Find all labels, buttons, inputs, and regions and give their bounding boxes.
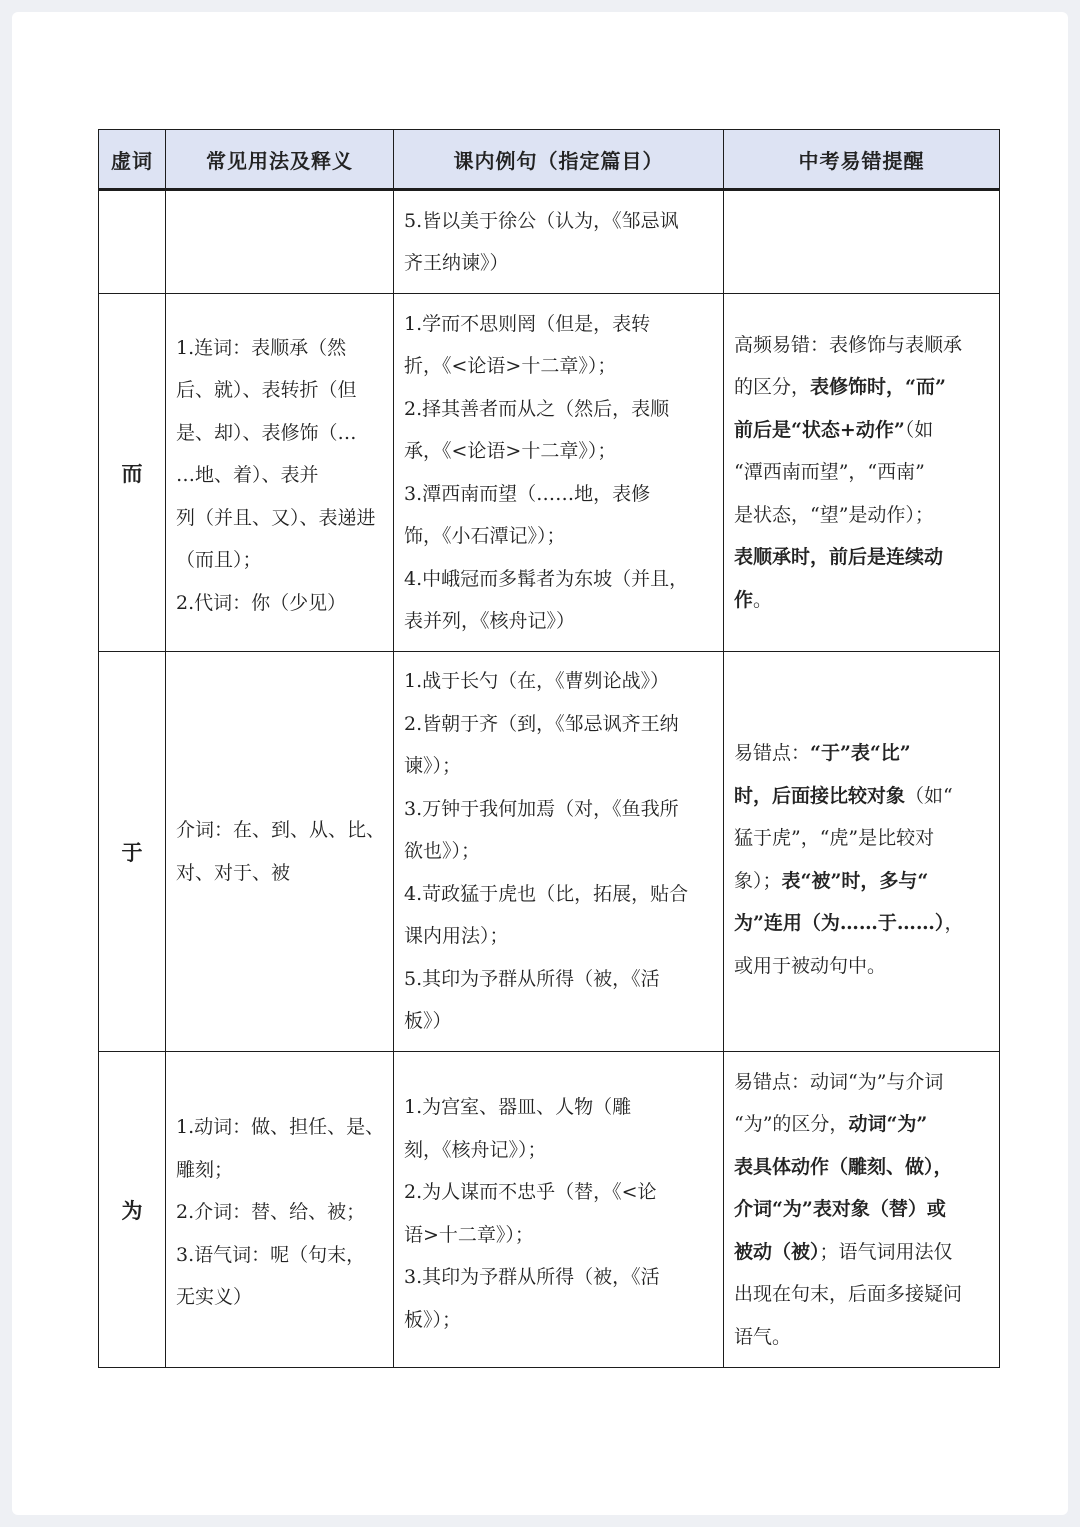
tip-line [734,409,999,452]
example-line: 2.为人谋而不忠乎（替，《<论 [404,1181,657,1203]
tip-emphasis: “于”表“比” [810,742,911,764]
usage-line: …地、着）、表并 [176,464,319,487]
tip-line [734,324,999,367]
example-line: 2.皆朝于齐（到，《邹忌讽齐王纳 [404,712,679,735]
header-exam-tips: 中考易错提醒 [724,130,1000,190]
example-line: 承，《<论语>十二章》）； [404,440,617,462]
tip-segment: 的区分， [734,376,811,399]
table-row [99,652,1000,1052]
tip-line [734,1061,999,1104]
example-line: 1.战于长勺（在，《曹刿论战》） [404,670,670,693]
examples-text [394,303,723,643]
tip-emphasis: 前后是“状态+动作” [734,418,905,441]
tip-line [734,494,999,537]
tip-segment: “为”的区分， [734,1113,849,1136]
example-line: 4.中峨冠而多髯者为东坡（并且， [404,567,689,590]
tip-line [734,451,999,494]
usage-line: 介词：在、到、从、比、 [176,819,386,841]
tip-emphasis: 表“被”时，多与“ [781,869,929,892]
exam-tip-text [724,1061,999,1359]
tip-line [734,1231,999,1274]
example-line: 5.皆以美于徐公（认为，《邹忌讽 [404,209,679,232]
tip-segment: 。 [753,588,773,611]
function-word-cell: 而 [99,294,166,652]
usage-cell [166,190,394,294]
usage-line: 是、却）、表修饰（… [176,421,357,444]
tip-line [734,860,999,903]
examples-cell [394,190,724,294]
example-line: 4.苛政猛于虎也（比，拓展，贴合 [404,882,689,905]
tip-line [734,945,999,988]
header-word: 虚词 [99,130,166,190]
exam-tip-cell [724,1052,1000,1368]
tip-line [734,902,999,945]
usage-line: 1.动词：做、担任、是、 [176,1116,385,1139]
exam-tip-cell [724,652,1000,1052]
usage-line: 雕刻； [176,1158,234,1181]
usage-cell [166,1052,394,1368]
example-line: 饰，《小石潭记》）； [404,525,566,547]
header-examples: 课内例句（指定篇目） [394,130,724,190]
examples-cell [394,1052,724,1368]
function-words-table [98,129,1000,1368]
exam-tip-text [724,324,999,622]
tip-line [734,1146,999,1189]
example-line: 板》）； [404,1308,462,1331]
header-usage: 常见用法及释义 [166,130,394,190]
tip-emphasis: 介词“为”表对象（替）或 [734,1198,946,1221]
function-word-cell [99,190,166,294]
example-line: 1.为宫室、器皿、人物（雕 [404,1096,632,1118]
tip-segment: ， [944,912,964,934]
tip-line [734,1273,999,1316]
example-line: 板》） [404,1010,452,1033]
example-line: 1.学而不思则罔（但是，表转 [404,312,651,335]
example-line: 语>十二章》）； [404,1223,534,1246]
tip-segment: （如 [904,418,934,441]
example-line: 刻，《核舟记》）； [404,1138,547,1161]
usage-line: 对、对于、被 [176,861,291,884]
example-line: 谏》）； [404,755,462,778]
usage-line: 3.语气词：呢（句末， [176,1243,366,1266]
usage-line: 2.代词：你（少见） [176,591,347,614]
tip-segment: 高频易错：表修饰与表顺承 [734,333,963,356]
example-line: 折，《<论语>十二章》）； [404,355,617,377]
tip-line [734,366,999,409]
tip-emphasis: 表顺承时，前后是连续动 [734,546,944,569]
tip-line [734,536,999,579]
tip-emphasis: 时，后面接比较对象 [734,784,906,807]
exam-tip-cell [724,190,1000,294]
function-word-cell: 于 [99,652,166,1052]
tip-segment: 猛于虎”，“虎”是比较对 [734,827,935,849]
example-line: 欲也》）； [404,840,481,863]
table-row [99,1052,1000,1368]
tip-line [734,579,999,622]
example-line: 3.潭西南而望（……地，表修 [404,482,651,505]
tip-segment: 语气。 [734,1325,792,1348]
tip-emphasis: 表具体动作（雕刻、做）， [734,1155,953,1178]
example-line: 课内用法）； [404,925,509,948]
usage-cell [166,294,394,652]
table-row [99,190,1000,294]
example-line: 3.万钟于我何加焉（对，《鱼我所 [404,797,679,820]
tip-emphasis: 动词“为” [848,1113,928,1136]
examples-text [394,200,723,285]
tip-segment: ；语气词用法仅 [819,1240,953,1263]
usage-text [166,321,393,625]
examples-cell [394,652,724,1052]
tip-line [734,775,999,818]
usage-cell [166,652,394,1052]
table-header-row [99,130,1000,190]
usage-line: 列（并且、又）、表递进 [176,506,376,529]
tip-segment: 或用于被动句中。 [734,954,887,977]
usage-line: 后、就）、表转折（但 [176,379,357,402]
table-row [99,294,1000,652]
example-line: 5.其印为予群从所得（被，《活 [404,967,660,990]
tip-emphasis: 作 [734,588,754,611]
examples-text [394,1078,723,1341]
usage-line: 1.连词：表顺承（然 [176,336,347,359]
examples-text [394,660,723,1043]
exam-tip-cell [724,294,1000,652]
tip-segment: 象）； [734,869,782,892]
tip-line [734,1316,999,1359]
tip-emphasis: 表修饰时，“而” [810,376,946,399]
examples-cell [394,294,724,652]
exam-tip-text [724,716,999,987]
tip-segment: “潭西南而望”，“西南” [734,461,925,484]
tip-line [734,732,999,775]
tip-segment: 出现在句末，后面多接疑问 [734,1283,963,1306]
tip-emphasis: 为”连用（为……于……） [734,912,945,934]
tip-segment: 易错点： [734,742,811,764]
tip-segment: 易错点：动词“为”与介词 [734,1070,944,1093]
usage-line: （而且）； [176,549,262,572]
usage-text [166,809,393,894]
usage-line: 2.介词：替、给、被； [176,1201,366,1224]
usage-line: 无实义） [176,1286,253,1309]
example-line: 表并列，《核舟记》） [404,610,576,632]
tip-line [734,817,999,860]
tip-line [734,1103,999,1146]
example-line: 齐王纳谏》） [404,252,509,274]
tip-line [734,1188,999,1231]
tip-segment: 是状态，“望”是动作）； [734,503,934,526]
function-word-cell: 为 [99,1052,166,1368]
document-page [12,12,1068,1515]
example-line: 2.择其善者而从之（然后，表顺 [404,397,670,420]
tip-emphasis: 被动（被） [734,1240,820,1263]
tip-segment: （如“ [905,784,953,807]
usage-text [166,1100,393,1319]
example-line: 3.其印为予群从所得（被，《活 [404,1266,660,1288]
